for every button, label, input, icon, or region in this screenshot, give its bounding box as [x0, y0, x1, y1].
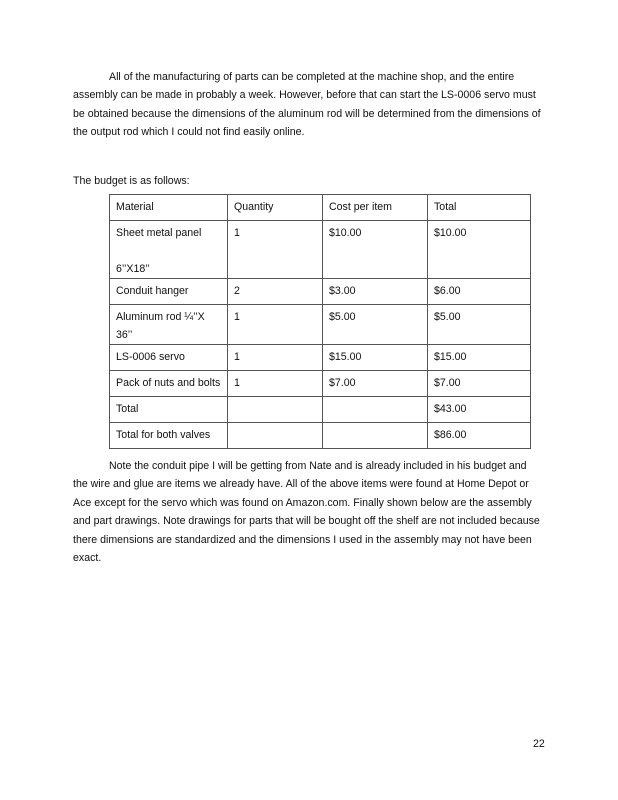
cell-cost: $7.00 [323, 371, 428, 397]
header-material: Material [110, 195, 228, 221]
cell-cost [323, 423, 428, 449]
table-row-total-both [110, 423, 531, 449]
cell-quantity [228, 423, 323, 449]
paragraph-manufacturing [73, 68, 543, 142]
header-quantity: Quantity [228, 195, 323, 221]
cell-total: $7.00 [428, 371, 531, 397]
budget-intro: The budget is as follows: [73, 175, 190, 187]
table-row [110, 305, 531, 345]
cell-quantity [228, 397, 323, 423]
cell-cost: $5.00 [323, 305, 428, 345]
cell-cost: $3.00 [323, 279, 428, 305]
cell-material: Conduit hanger [110, 279, 228, 305]
cell-material-line2: 6’’X18’’ [116, 263, 150, 275]
cell-quantity: 2 [228, 279, 323, 305]
paragraph-notes-text: Note the conduit pipe I will be getting from Nate and is already included in his budget and the wire and glue are items we already have. All of the above items were found at Home Depot or Ace except for the servo which was found on Amazon.com. Finally shown below are the assembly and part drawings. Note drawings for parts that will be bought off the shelf are not included because there dimensions are standardized and the dimensions I used in the assembly may not have been exact. [73, 460, 540, 565]
paragraph-manufacturing-text: All of the manufacturing of parts can be completed at the machine shop, and the entire assembly can be made in probably a week. However, before that can start the LS-0006 servo must be obtained because the dimensions of the aluminum rod will be determined from the dimensions of the output rod which I could not find easily online. [73, 71, 541, 139]
budget-table [109, 194, 531, 449]
cell-total: $6.00 [428, 279, 531, 305]
table-row [110, 279, 531, 305]
cell-quantity: 1 [228, 221, 323, 279]
table-row [110, 221, 531, 279]
cell-total: $5.00 [428, 305, 531, 345]
cell-cost: $15.00 [323, 345, 428, 371]
cell-material: Aluminum rod ¼’’X 36’’ [110, 305, 228, 345]
cell-quantity: 1 [228, 305, 323, 345]
cell-material: Total [110, 397, 228, 423]
cell-material: Pack of nuts and bolts [110, 371, 228, 397]
header-total: Total [428, 195, 531, 221]
cell-material-line1: Sheet metal panel [116, 227, 202, 239]
page-number: 22 [533, 738, 545, 750]
cell-quantity: 1 [228, 345, 323, 371]
cell-material: Total for both valves [110, 423, 228, 449]
cell-cost [323, 397, 428, 423]
cell-total: $10.00 [428, 221, 531, 279]
cell-quantity: 1 [228, 371, 323, 397]
paragraph-notes [73, 457, 543, 567]
cell-total: $15.00 [428, 345, 531, 371]
table-header-row [110, 195, 531, 221]
table-row-total [110, 397, 531, 423]
cell-total: $43.00 [428, 397, 531, 423]
cell-material: LS-0006 servo [110, 345, 228, 371]
table-row [110, 371, 531, 397]
cell-cost: $10.00 [323, 221, 428, 279]
cell-total: $86.00 [428, 423, 531, 449]
cell-material [110, 221, 228, 279]
table-row [110, 345, 531, 371]
header-cost: Cost per item [323, 195, 428, 221]
